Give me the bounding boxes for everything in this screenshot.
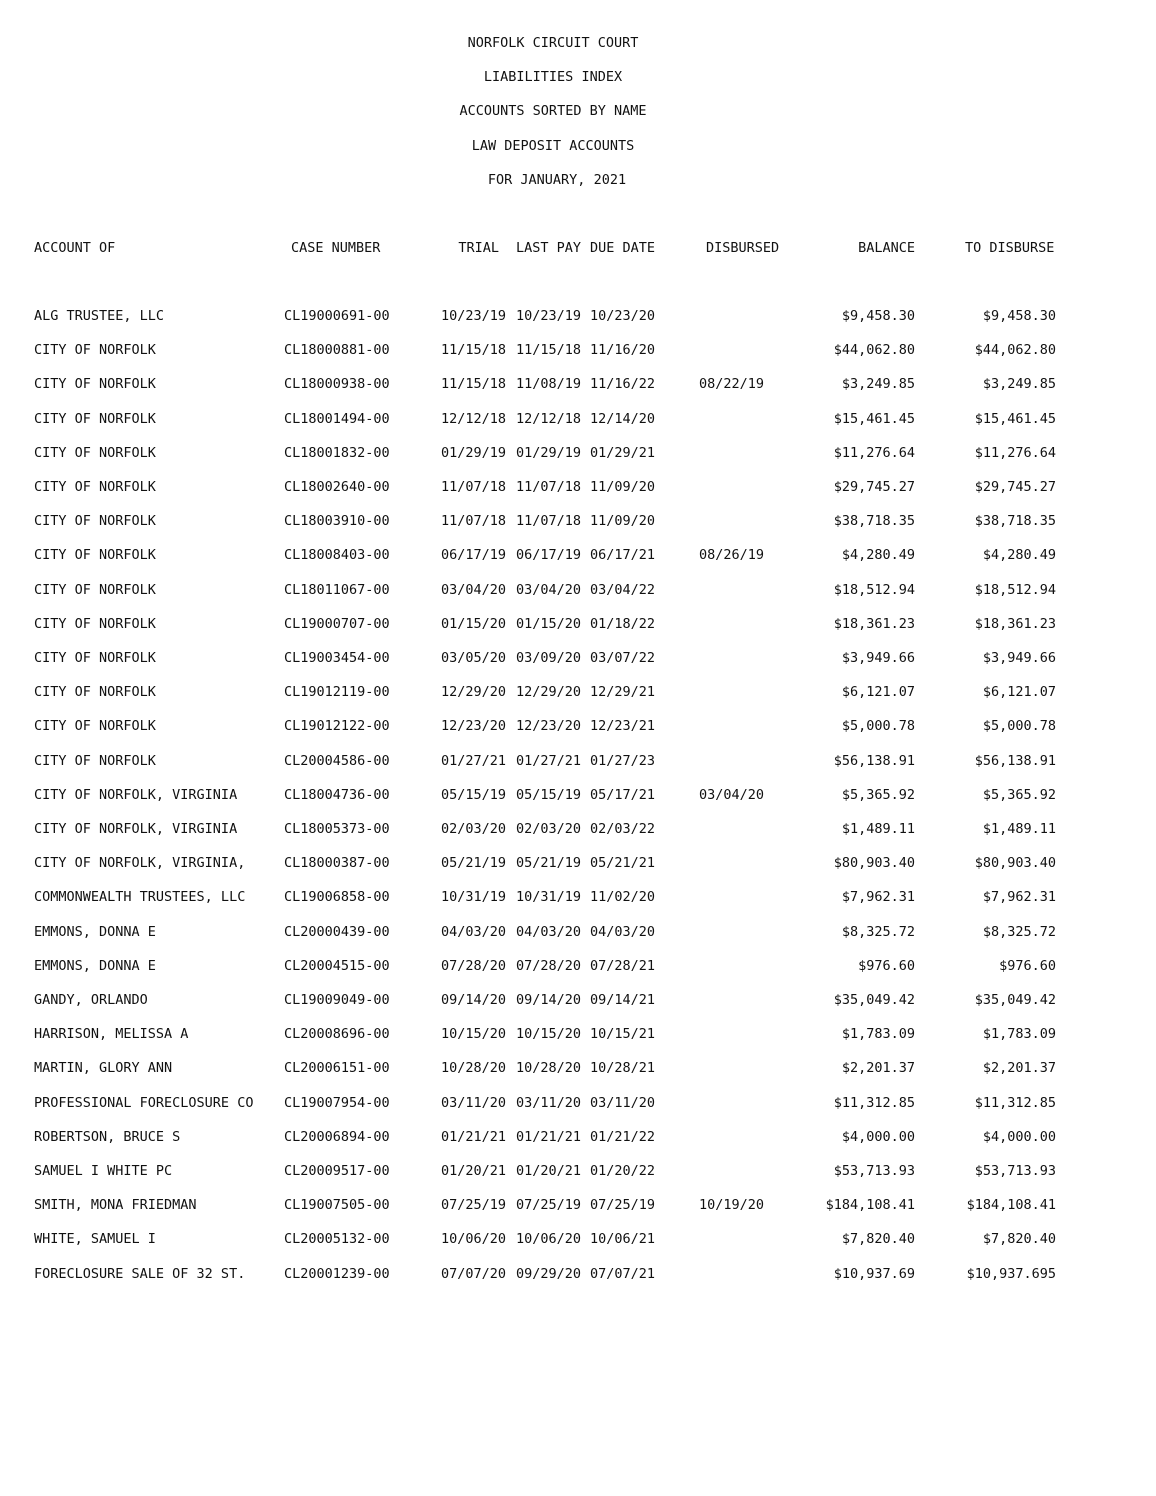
last-pay-date: 05/15/19 — [516, 786, 582, 803]
account-name: CITY OF NORFOLK — [34, 444, 156, 461]
account-type: LAW DEPOSIT ACCOUNTS — [471, 138, 635, 154]
last-pay-date: 10/31/19 — [516, 889, 582, 906]
account-name: CITY OF NORFOLK — [34, 581, 156, 598]
to-disburse-amount: $7,820.40 — [982, 1231, 1056, 1248]
trial-date: 11/07/18 — [441, 479, 507, 495]
to-disburse-amount: $5,000.78 — [982, 718, 1056, 735]
trial-date: 10/15/20 — [441, 1026, 507, 1043]
last-pay-date: 12/29/20 — [516, 684, 582, 701]
due-date: 07/28/21 — [590, 957, 656, 974]
balance-amount: $3,949.66 — [841, 650, 915, 666]
account-name: ALG TRUSTEE, LLC — [34, 308, 165, 324]
balance-amount: $15,461.45 — [833, 410, 915, 427]
balance-amount: $976.60 — [858, 957, 915, 974]
last-pay-date: 12/12/18 — [516, 410, 582, 427]
due-date: 01/18/22 — [590, 615, 656, 632]
account-name: EMMONS, DONNA E — [34, 957, 156, 974]
due-date: 10/15/21 — [590, 1026, 656, 1043]
table-row — [0, 547, 1156, 581]
balance-amount: $184,108.41 — [825, 1197, 915, 1214]
balance-amount: $35,049.42 — [833, 992, 915, 1008]
trial-date: 03/04/20 — [441, 581, 507, 598]
account-name: CITY OF NORFOLK, VIRGINIA — [34, 821, 238, 837]
trial-date: 10/28/20 — [441, 1060, 507, 1077]
balance-amount: $9,458.30 — [841, 308, 915, 324]
case-number: CL20008696-00 — [284, 1026, 390, 1043]
case-number: CL18004736-00 — [284, 786, 390, 803]
to-disburse-amount: $3,949.66 — [982, 650, 1056, 666]
trial-date: 04/03/20 — [441, 923, 507, 940]
to-disburse-amount: $4,000.00 — [982, 1128, 1056, 1145]
last-pay-date: 11/15/18 — [516, 342, 582, 359]
trial-date: 05/21/19 — [441, 855, 507, 872]
last-pay-date: 01/27/21 — [516, 752, 582, 769]
to-disburse-amount: $10,937.695 — [966, 1265, 1056, 1282]
trial-date: 03/05/20 — [441, 650, 507, 666]
table-row — [0, 650, 1156, 684]
account-name: CITY OF NORFOLK — [34, 513, 156, 530]
last-pay-date: 07/28/20 — [516, 957, 582, 974]
disbursed-date: 10/19/20 — [699, 1197, 765, 1214]
due-date: 09/14/21 — [590, 992, 656, 1008]
balance-amount: $4,280.49 — [841, 547, 915, 564]
trial-date: 10/31/19 — [441, 889, 507, 906]
last-pay-date: 02/03/20 — [516, 821, 582, 837]
case-number: CL19000691-00 — [284, 308, 390, 324]
case-number: CL19000707-00 — [284, 615, 390, 632]
case-number: CL18008403-00 — [284, 547, 390, 564]
case-number: CL20005132-00 — [284, 1231, 390, 1248]
to-disburse-amount: $80,903.40 — [974, 855, 1056, 872]
table-row — [0, 1129, 1156, 1163]
table-row — [0, 821, 1156, 855]
to-disburse-amount: $1,489.11 — [982, 821, 1056, 837]
due-date: 11/09/20 — [590, 513, 656, 530]
due-date: 10/23/20 — [590, 308, 656, 324]
trial-date: 11/15/18 — [441, 342, 507, 359]
last-pay-date: 01/20/21 — [516, 1163, 582, 1179]
due-date: 07/25/19 — [590, 1197, 656, 1214]
case-number: CL18005373-00 — [284, 821, 390, 837]
last-pay-date: 12/23/20 — [516, 718, 582, 735]
balance-amount: $5,365.92 — [841, 786, 915, 803]
last-pay-date: 01/21/21 — [516, 1128, 582, 1145]
table-row — [0, 992, 1156, 1026]
account-name: EMMONS, DONNA E — [34, 923, 156, 940]
account-name: CITY OF NORFOLK — [34, 342, 156, 359]
balance-amount: $5,000.78 — [841, 718, 915, 735]
col-case-number: CASE NUMBER — [291, 240, 381, 256]
last-pay-date: 10/15/20 — [516, 1026, 582, 1043]
table-row — [0, 924, 1156, 958]
case-number: CL18002640-00 — [284, 479, 390, 495]
table-row — [0, 718, 1156, 752]
account-name: CITY OF NORFOLK — [34, 479, 156, 495]
due-date: 01/21/22 — [590, 1128, 656, 1145]
table-row — [0, 684, 1156, 718]
to-disburse-amount: $184,108.41 — [966, 1197, 1056, 1214]
account-name: FORECLOSURE SALE OF 32 ST. — [34, 1265, 246, 1282]
trial-date: 12/29/20 — [441, 684, 507, 701]
last-pay-date: 11/07/18 — [516, 513, 582, 530]
last-pay-date: 10/28/20 — [516, 1060, 582, 1077]
to-disburse-amount: $11,312.85 — [974, 1094, 1056, 1111]
to-disburse-amount: $4,280.49 — [982, 547, 1056, 564]
to-disburse-amount: $44,062.80 — [974, 342, 1056, 359]
last-pay-date: 11/08/19 — [516, 376, 582, 393]
case-number: CL20006151-00 — [284, 1060, 390, 1077]
last-pay-date: 05/21/19 — [516, 855, 582, 872]
trial-date: 10/23/19 — [441, 308, 507, 324]
account-name: CITY OF NORFOLK — [34, 547, 156, 564]
table-row — [0, 1095, 1156, 1129]
col-last-pay: LAST PAY — [516, 240, 582, 256]
to-disburse-amount: $1,783.09 — [982, 1026, 1056, 1043]
account-name: GANDY, ORLANDO — [34, 992, 148, 1008]
trial-date: 12/12/18 — [441, 410, 507, 427]
balance-amount: $80,903.40 — [833, 855, 915, 872]
trial-date: 11/15/18 — [441, 376, 507, 393]
report-period: FOR JANUARY, 2021 — [487, 172, 627, 188]
account-name: CITY OF NORFOLK — [34, 718, 156, 735]
last-pay-date: 09/14/20 — [516, 992, 582, 1008]
case-number: CL18001832-00 — [284, 444, 390, 461]
account-name: MARTIN, GLORY ANN — [34, 1060, 173, 1077]
case-number: CL19009049-00 — [284, 992, 390, 1008]
table-row — [0, 411, 1156, 445]
account-name: CITY OF NORFOLK — [34, 376, 156, 393]
case-number: CL20004515-00 — [284, 957, 390, 974]
to-disburse-amount: $29,745.27 — [974, 479, 1056, 495]
balance-amount: $1,783.09 — [841, 1026, 915, 1043]
table-row — [0, 753, 1156, 787]
balance-amount: $7,820.40 — [841, 1231, 915, 1248]
due-date: 02/03/22 — [590, 821, 656, 837]
table-row — [0, 787, 1156, 821]
balance-amount: $18,512.94 — [833, 581, 915, 598]
account-name: CITY OF NORFOLK — [34, 684, 156, 701]
trial-date: 01/15/20 — [441, 615, 507, 632]
trial-date: 07/07/20 — [441, 1265, 507, 1282]
to-disburse-amount: $35,049.42 — [974, 992, 1056, 1008]
account-name: CITY OF NORFOLK — [34, 752, 156, 769]
last-pay-date: 10/06/20 — [516, 1231, 582, 1248]
col-account-of: ACCOUNT OF — [34, 240, 116, 256]
table-row — [0, 958, 1156, 992]
due-date: 05/17/21 — [590, 786, 656, 803]
case-number: CL19007954-00 — [284, 1094, 390, 1111]
last-pay-date: 01/29/19 — [516, 444, 582, 461]
case-number: CL19007505-00 — [284, 1197, 390, 1214]
trial-date: 01/20/21 — [441, 1163, 507, 1179]
balance-amount: $8,325.72 — [841, 923, 915, 940]
due-date: 11/02/20 — [590, 889, 656, 906]
to-disburse-amount: $6,121.07 — [982, 684, 1056, 701]
due-date: 10/28/21 — [590, 1060, 656, 1077]
last-pay-date: 03/11/20 — [516, 1094, 582, 1111]
trial-date: 07/25/19 — [441, 1197, 507, 1214]
table-row — [0, 582, 1156, 616]
case-number: CL20004586-00 — [284, 752, 390, 769]
account-name: SMITH, MONA FRIEDMAN — [34, 1197, 197, 1214]
case-number: CL20006894-00 — [284, 1128, 390, 1145]
account-name: SAMUEL I WHITE PC — [34, 1163, 173, 1179]
balance-amount: $29,745.27 — [833, 479, 915, 495]
due-date: 01/27/23 — [590, 752, 656, 769]
trial-date: 01/21/21 — [441, 1128, 507, 1145]
trial-date: 02/03/20 — [441, 821, 507, 837]
last-pay-date: 01/15/20 — [516, 615, 582, 632]
to-disburse-amount: $7,962.31 — [982, 889, 1056, 906]
to-disburse-amount: $18,361.23 — [974, 615, 1056, 632]
account-name: CITY OF NORFOLK, VIRGINIA — [34, 786, 238, 803]
table-row — [0, 308, 1156, 342]
table-row — [0, 445, 1156, 479]
case-number: CL18003910-00 — [284, 513, 390, 530]
last-pay-date: 10/23/19 — [516, 308, 582, 324]
due-date: 06/17/21 — [590, 547, 656, 564]
table-row — [0, 342, 1156, 376]
col-trial: TRIAL — [458, 240, 499, 256]
due-date: 07/07/21 — [590, 1265, 656, 1282]
table-row — [0, 479, 1156, 513]
balance-amount: $44,062.80 — [833, 342, 915, 359]
table-row — [0, 1163, 1156, 1197]
to-disburse-amount: $3,249.85 — [982, 376, 1056, 393]
disbursed-date: 08/26/19 — [699, 547, 765, 564]
table-row — [0, 1266, 1156, 1300]
table-row — [0, 1060, 1156, 1094]
due-date: 11/09/20 — [590, 479, 656, 495]
due-date: 04/03/20 — [590, 923, 656, 940]
case-number: CL18011067-00 — [284, 581, 390, 598]
account-name: HARRISON, MELISSA A — [34, 1026, 189, 1043]
due-date: 03/07/22 — [590, 650, 656, 666]
balance-amount: $38,718.35 — [833, 513, 915, 530]
trial-date: 06/17/19 — [441, 547, 507, 564]
last-pay-date: 04/03/20 — [516, 923, 582, 940]
account-name: ROBERTSON, BRUCE S — [34, 1128, 181, 1145]
disbursed-date: 08/22/19 — [699, 376, 765, 393]
to-disburse-amount: $38,718.35 — [974, 513, 1056, 530]
due-date: 03/11/20 — [590, 1094, 656, 1111]
trial-date: 12/23/20 — [441, 718, 507, 735]
case-number: CL19003454-00 — [284, 650, 390, 666]
due-date: 03/04/22 — [590, 581, 656, 598]
case-number: CL19012119-00 — [284, 684, 390, 701]
due-date: 11/16/20 — [590, 342, 656, 359]
account-name: CITY OF NORFOLK — [34, 615, 156, 632]
case-number: CL19006858-00 — [284, 889, 390, 906]
case-number: CL18000387-00 — [284, 855, 390, 872]
balance-amount: $3,249.85 — [841, 376, 915, 393]
case-number: CL20000439-00 — [284, 923, 390, 940]
case-number: CL18000938-00 — [284, 376, 390, 393]
col-to-disburse: TO DISBURSE — [965, 240, 1055, 256]
case-number: CL19012122-00 — [284, 718, 390, 735]
to-disburse-amount: $8,325.72 — [982, 923, 1056, 940]
case-number: CL20009517-00 — [284, 1163, 390, 1179]
trial-date: 07/28/20 — [441, 957, 507, 974]
trial-date: 10/06/20 — [441, 1231, 507, 1248]
due-date: 12/23/21 — [590, 718, 656, 735]
case-number: CL20001239-00 — [284, 1265, 390, 1282]
account-name: CITY OF NORFOLK — [34, 410, 156, 427]
balance-amount: $18,361.23 — [833, 615, 915, 632]
account-name: COMMONWEALTH TRUSTEES, LLC — [34, 889, 246, 906]
trial-date: 03/11/20 — [441, 1094, 507, 1111]
to-disburse-amount: $9,458.30 — [982, 308, 1056, 324]
case-number: CL18000881-00 — [284, 342, 390, 359]
trial-date: 01/27/21 — [441, 752, 507, 769]
to-disburse-amount: $56,138.91 — [974, 752, 1056, 769]
due-date: 05/21/21 — [590, 855, 656, 872]
disbursed-date: 03/04/20 — [699, 786, 765, 803]
col-balance: BALANCE — [858, 240, 915, 256]
balance-amount: $11,312.85 — [833, 1094, 915, 1111]
report-title: LIABILITIES INDEX — [483, 69, 623, 85]
court-name: NORFOLK CIRCUIT COURT — [467, 35, 639, 51]
balance-amount: $4,000.00 — [841, 1128, 915, 1145]
balance-amount: $53,713.93 — [833, 1163, 915, 1179]
due-date: 01/29/21 — [590, 444, 656, 461]
balance-amount: $2,201.37 — [841, 1060, 915, 1077]
balance-amount: $10,937.69 — [833, 1265, 915, 1282]
balance-amount: $1,489.11 — [841, 821, 915, 837]
trial-date: 11/07/18 — [441, 513, 507, 530]
account-name: CITY OF NORFOLK — [34, 650, 156, 666]
table-row — [0, 616, 1156, 650]
last-pay-date: 07/25/19 — [516, 1197, 582, 1214]
col-due-date: DUE DATE — [590, 240, 656, 256]
last-pay-date: 09/29/20 — [516, 1265, 582, 1282]
to-disburse-amount: $18,512.94 — [974, 581, 1056, 598]
last-pay-date: 03/04/20 — [516, 581, 582, 598]
trial-date: 09/14/20 — [441, 992, 507, 1008]
last-pay-date: 06/17/19 — [516, 547, 582, 564]
last-pay-date: 11/07/18 — [516, 479, 582, 495]
sort-order: ACCOUNTS SORTED BY NAME — [459, 103, 647, 119]
table-row — [0, 513, 1156, 547]
account-name: CITY OF NORFOLK, VIRGINIA, — [34, 855, 246, 872]
to-disburse-amount: $5,365.92 — [982, 786, 1056, 803]
due-date: 12/14/20 — [590, 410, 656, 427]
table-row — [0, 889, 1156, 923]
col-disbursed: DISBURSED — [706, 240, 780, 256]
table-row — [0, 855, 1156, 889]
account-name: WHITE, SAMUEL I — [34, 1231, 156, 1248]
to-disburse-amount: $11,276.64 — [974, 444, 1056, 461]
case-number: CL18001494-00 — [284, 410, 390, 427]
table-row — [0, 1197, 1156, 1231]
due-date: 12/29/21 — [590, 684, 656, 701]
balance-amount: $7,962.31 — [841, 889, 915, 906]
due-date: 11/16/22 — [590, 376, 656, 393]
to-disburse-amount: $976.60 — [999, 957, 1056, 974]
to-disburse-amount: $15,461.45 — [974, 410, 1056, 427]
due-date: 01/20/22 — [590, 1163, 656, 1179]
balance-amount: $6,121.07 — [841, 684, 915, 701]
to-disburse-amount: $2,201.37 — [982, 1060, 1056, 1077]
to-disburse-amount: $53,713.93 — [974, 1163, 1056, 1179]
last-pay-date: 03/09/20 — [516, 650, 582, 666]
due-date: 10/06/21 — [590, 1231, 656, 1248]
table-row — [0, 1231, 1156, 1265]
table-row — [0, 1026, 1156, 1060]
trial-date: 05/15/19 — [441, 786, 507, 803]
trial-date: 01/29/19 — [441, 444, 507, 461]
table-row — [0, 376, 1156, 410]
balance-amount: $11,276.64 — [833, 444, 915, 461]
balance-amount: $56,138.91 — [833, 752, 915, 769]
account-name: PROFESSIONAL FORECLOSURE CO — [34, 1094, 254, 1111]
